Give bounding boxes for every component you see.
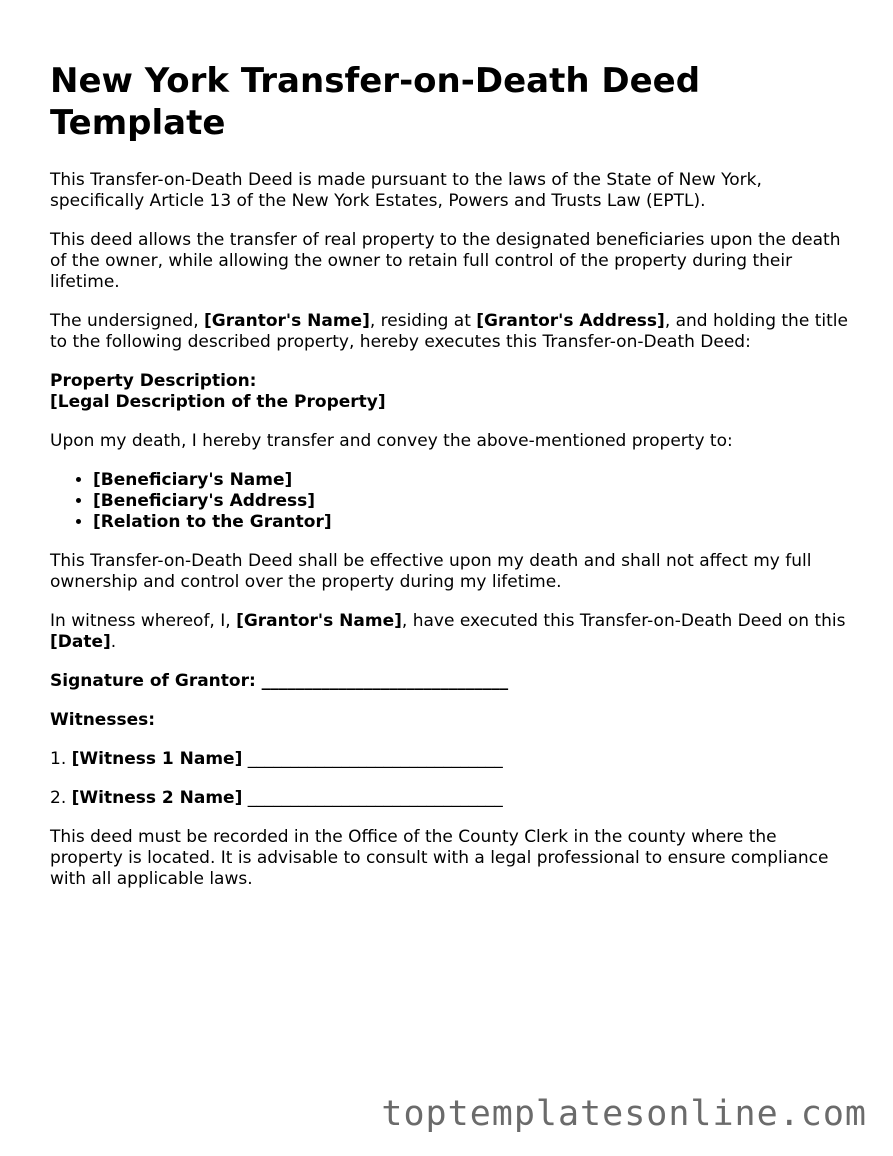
recording-note: This deed must be recorded in the Office of the County Clerk in the county where the property is located. It is advisable to consult with a legal professional to ensure compliance with all applicable laws. xyxy=(50,827,829,889)
document-page xyxy=(50,60,850,908)
witness-2-number: 2. xyxy=(50,788,72,808)
witness-2-line xyxy=(50,788,850,809)
list-item: • [Beneficiary's Address] xyxy=(93,491,850,512)
date-placeholder: [Date] xyxy=(50,632,111,652)
list-item: • [Relation to the Grantor] xyxy=(93,512,850,533)
witness-1-number: 1. xyxy=(50,749,72,769)
witness-1-signature-blank: ______________________________ xyxy=(242,749,503,769)
undersigned-text-1: The undersigned, xyxy=(50,311,205,331)
grantor-signature-line xyxy=(50,671,850,692)
witness-1-name-placeholder: [Witness 1 Name] xyxy=(71,749,243,769)
witnesses-heading-paragraph xyxy=(50,710,850,731)
undersigned-paragraph xyxy=(50,311,850,353)
undersigned-text-3: , and holding the title to the following described property, hereby executes this Transfer-on-Death Deed: xyxy=(50,311,848,352)
site-watermark: toptemplatesonline.com xyxy=(381,1094,867,1134)
grantor-name-placeholder: [Grantor's Name] xyxy=(204,311,370,331)
witness-statement-text-2: , have executed this Transfer-on-Death Deed on this xyxy=(401,611,846,631)
signature-label: Signature of Grantor: _____________________________ xyxy=(50,671,509,691)
intro-paragraph: This Transfer-on-Death Deed is made pursuant to the laws of the State of New York, specifically Article 13 of the New York Estates, Powers and Trusts Law (EPTL). xyxy=(50,170,762,211)
witness-statement xyxy=(50,611,850,653)
document-title: New York Transfer-on-Death Deed Template xyxy=(50,61,701,143)
list-item: • [Beneficiary's Name] xyxy=(93,470,850,491)
purpose-paragraph: This deed allows the transfer of real property to the designated beneficiaries upon the death of the owner, while allowing the owner to retain full control of the property during their lifetime. xyxy=(50,230,841,292)
legal-description-placeholder: [Legal Description of the Property] xyxy=(50,392,386,412)
undersigned-text-2: , residing at xyxy=(369,311,477,331)
beneficiary-list xyxy=(50,470,850,533)
property-description xyxy=(50,371,850,413)
witness-2-signature-blank: ______________________________ xyxy=(242,788,503,808)
witnesses-heading: Witnesses: xyxy=(50,710,156,730)
witness-statement-text-1: In witness whereof, I, xyxy=(50,611,237,631)
witness-grantor-name-placeholder: [Grantor's Name] xyxy=(236,611,402,631)
effective-paragraph: This Transfer-on-Death Deed shall be effective upon my death and shall not affect my full ownership and control over the property during my lifetime. xyxy=(50,551,812,592)
grantor-address-placeholder: [Grantor's Address] xyxy=(476,311,665,331)
witness-1-line xyxy=(50,749,850,770)
property-heading: Property Description: xyxy=(50,371,257,391)
witness-2-name-placeholder: [Witness 2 Name] xyxy=(71,788,243,808)
transfer-paragraph: Upon my death, I hereby transfer and convey the above-mentioned property to: xyxy=(50,431,733,451)
witness-statement-text-3: . xyxy=(110,632,117,652)
